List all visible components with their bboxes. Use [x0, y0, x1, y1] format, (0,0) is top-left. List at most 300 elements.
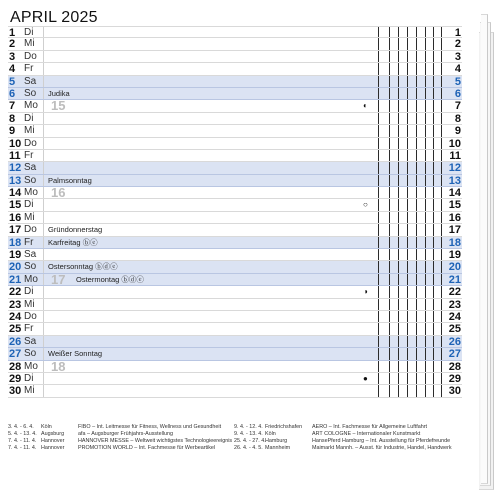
check-column-line — [441, 311, 442, 322]
page-edge — [481, 14, 488, 484]
day-number-right: 11 — [449, 149, 461, 162]
day-number: 4 — [9, 63, 16, 76]
day-number-right: 30 — [448, 385, 461, 398]
check-column-line — [433, 88, 434, 99]
day-number: 8 — [9, 112, 16, 125]
check-column-line — [378, 138, 379, 149]
check-columns — [373, 27, 441, 37]
day-number-right: 2 — [454, 38, 461, 51]
check-column-line — [416, 299, 417, 310]
check-column-line — [398, 299, 399, 310]
check-column-line — [378, 274, 379, 285]
holiday-note: Karfreitag ⓑⓔ — [48, 237, 98, 247]
fair-date: 3. 4. - 6. 4. — [8, 424, 34, 430]
column-divider — [43, 261, 44, 272]
check-column-line — [433, 38, 434, 49]
check-column-line — [389, 88, 390, 99]
day-row[interactable] — [8, 76, 462, 88]
weekday-label: Mo — [24, 360, 38, 372]
day-number: 1 — [9, 27, 16, 39]
check-columns — [373, 150, 441, 161]
day-number-right: 28 — [448, 360, 461, 373]
weekday-label: Di — [24, 286, 34, 298]
day-row[interactable] — [8, 336, 462, 348]
check-column-line — [389, 348, 390, 359]
moon-phase-full-icon: ○ — [363, 200, 368, 210]
check-column-line — [433, 162, 434, 173]
check-column-line — [433, 27, 434, 37]
check-column-line — [441, 361, 442, 372]
column-divider — [43, 348, 44, 359]
check-column-line — [441, 249, 442, 260]
check-column-line — [398, 199, 399, 210]
check-column-line — [407, 385, 408, 396]
check-column-line — [433, 286, 434, 297]
check-column-line — [407, 261, 408, 272]
check-column-line — [416, 187, 417, 198]
check-column-line — [441, 286, 442, 297]
day-number: 18 — [9, 236, 22, 249]
check-column-line — [416, 237, 417, 248]
day-row[interactable] — [8, 348, 462, 360]
weekday-label: Mo — [24, 273, 38, 285]
check-column-line — [378, 361, 379, 372]
check-column-line — [398, 150, 399, 161]
day-number: 11 — [9, 149, 21, 162]
column-divider — [43, 138, 44, 149]
weekday-label: Do — [24, 50, 37, 62]
check-column-line — [425, 51, 426, 62]
check-column-line — [433, 224, 434, 235]
day-row[interactable] — [8, 212, 462, 224]
column-divider — [43, 385, 44, 396]
day-number-right: 19 — [448, 249, 461, 262]
weekday-label: Sa — [24, 335, 37, 347]
fair-date: 26. 4. - 4. 5. — [234, 445, 263, 451]
weekday-label: Di — [24, 372, 34, 384]
check-columns — [373, 361, 441, 372]
check-column-line — [441, 51, 442, 62]
check-column-line — [441, 336, 442, 347]
check-column-line — [416, 199, 417, 210]
check-column-line — [389, 274, 390, 285]
day-row[interactable] — [8, 199, 462, 211]
check-column-line — [378, 63, 379, 74]
check-column-line — [433, 138, 434, 149]
check-column-line — [425, 175, 426, 186]
check-column-line — [378, 199, 379, 210]
check-column-line — [441, 150, 442, 161]
check-column-line — [441, 237, 442, 248]
day-row[interactable] — [8, 237, 462, 249]
check-column-line — [398, 385, 399, 396]
check-column-line — [425, 261, 426, 272]
weekday-label: Do — [24, 310, 37, 322]
column-divider — [43, 125, 44, 136]
check-column-line — [425, 336, 426, 347]
fair-city: Hannover — [41, 438, 65, 444]
check-column-line — [407, 286, 408, 297]
check-column-line — [398, 162, 399, 173]
check-column-line — [398, 336, 399, 347]
day-number-right: 12 — [448, 162, 461, 175]
check-column-line — [416, 311, 417, 322]
column-divider — [43, 175, 44, 186]
check-column-line — [407, 199, 408, 210]
day-row[interactable] — [8, 358, 462, 374]
weekday-label: Do — [24, 137, 37, 149]
day-number-right: 4 — [454, 63, 461, 76]
day-number: 25 — [9, 323, 22, 336]
check-column-line — [398, 311, 399, 322]
check-column-line — [433, 150, 434, 161]
column-divider — [43, 336, 44, 347]
day-row[interactable] — [8, 150, 462, 162]
day-number-right: 14 — [448, 187, 461, 200]
check-column-line — [441, 162, 442, 173]
fair-description: HANNOVER MESSE – Weltweit wichtigstes Technologieereignis — [78, 438, 233, 444]
check-column-line — [433, 199, 434, 210]
check-column-line — [441, 274, 442, 285]
weekday-label: Mo — [24, 100, 38, 112]
check-columns — [373, 212, 441, 223]
check-column-line — [425, 323, 426, 334]
check-column-line — [407, 237, 408, 248]
check-column-line — [433, 311, 434, 322]
check-column-line — [407, 88, 408, 99]
check-column-line — [398, 373, 399, 384]
day-row[interactable] — [8, 63, 462, 75]
day-number-right: 8 — [454, 112, 461, 125]
check-column-line — [398, 286, 399, 297]
day-number: 10 — [9, 137, 22, 150]
check-column-line — [407, 361, 408, 372]
check-column-line — [425, 286, 426, 297]
check-column-line — [407, 138, 408, 149]
check-columns — [373, 100, 441, 111]
check-columns — [373, 348, 441, 359]
check-column-line — [389, 125, 390, 136]
fair-city: Hamburg — [265, 438, 288, 444]
column-divider — [43, 274, 44, 285]
check-column-line — [416, 162, 417, 173]
fair-description: Maimarkt Mannh. – Ausst. für Industrie, Handel, Handwerk — [312, 445, 452, 451]
day-row[interactable] — [8, 286, 462, 298]
day-row[interactable] — [8, 271, 462, 287]
check-column-line — [416, 274, 417, 285]
fair-city: Augsburg — [41, 431, 65, 437]
check-column-line — [416, 125, 417, 136]
fair-date: 7. 4. - 11. 4. — [8, 438, 37, 444]
check-column-line — [398, 76, 399, 87]
check-column-line — [407, 63, 408, 74]
check-column-line — [389, 286, 390, 297]
check-columns — [373, 51, 441, 62]
check-column-line — [378, 249, 379, 260]
day-number-right: 27 — [448, 348, 461, 361]
check-column-line — [389, 138, 390, 149]
day-row[interactable] — [8, 38, 462, 50]
check-column-line — [407, 336, 408, 347]
check-column-line — [416, 88, 417, 99]
column-divider — [43, 249, 44, 260]
day-row[interactable] — [8, 385, 462, 397]
fair-description: AERO – Int. Fachmesse für Allgemeine Luftfahrt — [312, 424, 428, 430]
check-column-line — [433, 385, 434, 396]
check-column-line — [416, 385, 417, 396]
day-number: 6 — [9, 87, 16, 100]
day-number: 5 — [9, 75, 16, 88]
check-column-line — [378, 113, 379, 124]
check-column-line — [416, 261, 417, 272]
day-row[interactable] — [8, 113, 462, 125]
check-columns — [373, 162, 441, 173]
check-column-line — [425, 224, 426, 235]
check-column-line — [389, 212, 390, 223]
check-column-line — [407, 323, 408, 334]
check-column-line — [398, 175, 399, 186]
check-column-line — [398, 88, 399, 99]
check-column-line — [425, 361, 426, 372]
check-column-line — [425, 63, 426, 74]
holiday-note: Palmsonntag — [48, 175, 92, 185]
moon-phase-last-quarter-icon: ◑ — [363, 287, 368, 297]
check-column-line — [407, 27, 408, 37]
fair-date: 9. 4. - 13. 4. — [234, 431, 263, 437]
check-column-line — [425, 76, 426, 87]
check-column-line — [433, 249, 434, 260]
check-column-line — [389, 113, 390, 124]
column-divider — [43, 150, 44, 161]
day-number-right: 3 — [454, 50, 461, 63]
check-column-line — [378, 336, 379, 347]
check-columns — [373, 175, 441, 186]
check-column-line — [378, 38, 379, 49]
day-number: 14 — [9, 187, 22, 200]
week-number: 15 — [51, 98, 66, 114]
weekday-label: Mo — [24, 187, 38, 199]
check-column-line — [416, 373, 417, 384]
check-column-line — [389, 199, 390, 210]
fair-date: 9. 4. - 12. 4. — [234, 424, 263, 430]
day-row[interactable] — [8, 373, 462, 385]
weekday-label: Sa — [24, 75, 37, 87]
check-column-line — [378, 150, 379, 161]
day-number-right: 20 — [448, 261, 461, 274]
check-column-line — [398, 348, 399, 359]
check-column-line — [433, 125, 434, 136]
check-column-line — [433, 237, 434, 248]
weekday-label: Sa — [24, 249, 37, 261]
weekday-label: So — [24, 261, 37, 273]
check-column-line — [378, 311, 379, 322]
column-divider — [43, 162, 44, 173]
check-column-line — [425, 237, 426, 248]
check-column-line — [378, 224, 379, 235]
check-column-line — [398, 113, 399, 124]
check-column-line — [378, 51, 379, 62]
day-row[interactable] — [8, 187, 462, 199]
check-column-line — [433, 100, 434, 111]
day-row[interactable] — [8, 26, 462, 38]
check-column-line — [378, 187, 379, 198]
fair-city: Friedrichshafen — [265, 424, 303, 430]
week-number: 16 — [51, 185, 66, 201]
weekday-label: Fr — [24, 323, 34, 335]
check-column-line — [389, 38, 390, 49]
check-column-line — [389, 249, 390, 260]
check-column-line — [407, 224, 408, 235]
fair-description: FIBO – Int. Leitmesse für Fitness, Wellness und Gesundheit — [78, 424, 222, 430]
check-column-line — [389, 27, 390, 37]
weekday-label: Sa — [24, 162, 37, 174]
day-row[interactable] — [8, 138, 462, 150]
holiday-note: Gründonnerstag — [48, 225, 103, 235]
column-divider — [43, 361, 44, 372]
check-column-line — [425, 38, 426, 49]
fair-city: Mannheim — [265, 445, 291, 451]
fair-date: 25. 4. - 27. 4. — [234, 438, 266, 444]
check-column-line — [378, 385, 379, 396]
day-row[interactable] — [8, 249, 462, 261]
day-number: 12 — [9, 162, 22, 175]
day-number-right: 25 — [448, 323, 461, 336]
check-column-line — [441, 88, 442, 99]
check-column-line — [407, 51, 408, 62]
holiday-note: Ostermontag ⓑⓓⓔ — [76, 274, 144, 284]
day-number: 16 — [9, 211, 22, 224]
check-column-line — [389, 336, 390, 347]
check-column-line — [407, 76, 408, 87]
check-column-line — [416, 38, 417, 49]
check-column-line — [433, 63, 434, 74]
day-number: 3 — [9, 50, 16, 63]
check-column-line — [441, 27, 442, 37]
fair-description: ART COLOGNE – Internationaler Kunstmarkt — [312, 431, 421, 437]
check-columns — [373, 323, 441, 334]
check-column-line — [389, 299, 390, 310]
check-column-line — [433, 323, 434, 334]
day-number: 29 — [9, 372, 22, 385]
weekday-label: Mi — [24, 298, 35, 310]
check-column-line — [389, 361, 390, 372]
check-column-line — [398, 249, 399, 260]
check-column-line — [389, 237, 390, 248]
holiday-note: Judika — [48, 88, 70, 98]
day-number-right: 21 — [448, 273, 461, 286]
check-column-line — [425, 187, 426, 198]
check-column-line — [441, 212, 442, 223]
check-column-line — [416, 27, 417, 37]
check-column-line — [416, 63, 417, 74]
day-number: 24 — [9, 310, 22, 323]
check-column-line — [433, 113, 434, 124]
check-column-line — [378, 76, 379, 87]
check-columns — [373, 76, 441, 87]
weekday-label: So — [24, 174, 37, 186]
check-column-line — [389, 63, 390, 74]
check-columns — [373, 373, 441, 384]
check-columns — [373, 88, 441, 99]
check-column-line — [416, 100, 417, 111]
check-column-line — [433, 175, 434, 186]
check-column-line — [425, 100, 426, 111]
check-column-line — [433, 336, 434, 347]
weekday-label: Mi — [24, 385, 35, 397]
check-column-line — [416, 51, 417, 62]
fair-description: HansePferd Hamburg – Int. Ausstellung für Pferdefreunde — [312, 438, 451, 444]
day-number-right: 18 — [448, 236, 461, 249]
check-columns — [373, 199, 441, 210]
day-number-right: 29 — [448, 372, 461, 385]
check-column-line — [441, 100, 442, 111]
check-column-line — [425, 373, 426, 384]
column-divider — [43, 199, 44, 210]
moon-phase-first-quarter-icon: ◐ — [363, 101, 368, 111]
day-number-right: 6 — [454, 87, 461, 100]
day-row[interactable] — [8, 175, 462, 187]
day-row[interactable] — [8, 323, 462, 335]
check-column-line — [433, 361, 434, 372]
check-column-line — [378, 348, 379, 359]
day-row[interactable] — [8, 125, 462, 137]
check-column-line — [441, 76, 442, 87]
check-column-line — [389, 373, 390, 384]
check-column-line — [378, 212, 379, 223]
check-column-line — [425, 274, 426, 285]
check-column-line — [378, 261, 379, 272]
check-column-line — [407, 125, 408, 136]
weekday-label: Mi — [24, 125, 35, 137]
check-column-line — [425, 113, 426, 124]
check-column-line — [398, 38, 399, 49]
day-row[interactable] — [8, 100, 462, 112]
column-divider — [43, 113, 44, 124]
check-column-line — [433, 274, 434, 285]
check-columns — [373, 38, 441, 49]
check-column-line — [425, 88, 426, 99]
check-columns — [373, 311, 441, 322]
check-column-line — [398, 212, 399, 223]
check-columns — [373, 299, 441, 310]
check-column-line — [407, 187, 408, 198]
check-column-line — [441, 125, 442, 136]
check-column-line — [416, 336, 417, 347]
day-row[interactable] — [8, 311, 462, 323]
day-row[interactable] — [8, 261, 462, 273]
day-number-right: 17 — [448, 224, 461, 237]
check-columns — [373, 336, 441, 347]
check-column-line — [407, 38, 408, 49]
check-column-line — [433, 51, 434, 62]
check-column-line — [416, 286, 417, 297]
check-column-line — [407, 113, 408, 124]
check-column-line — [433, 348, 434, 359]
fair-description: PROMOTION WORLD – Int. Fachmesse für Werbeartikel — [78, 445, 216, 451]
day-row[interactable] — [8, 51, 462, 63]
day-number-right: 26 — [448, 335, 461, 348]
check-column-line — [416, 249, 417, 260]
check-column-line — [425, 125, 426, 136]
check-column-line — [389, 150, 390, 161]
day-row[interactable] — [8, 162, 462, 174]
check-column-line — [407, 249, 408, 260]
day-number-right: 7 — [454, 100, 461, 113]
day-row[interactable] — [8, 299, 462, 311]
day-row[interactable] — [8, 88, 462, 100]
fair-city: Köln — [41, 424, 52, 430]
day-row[interactable] — [8, 224, 462, 236]
